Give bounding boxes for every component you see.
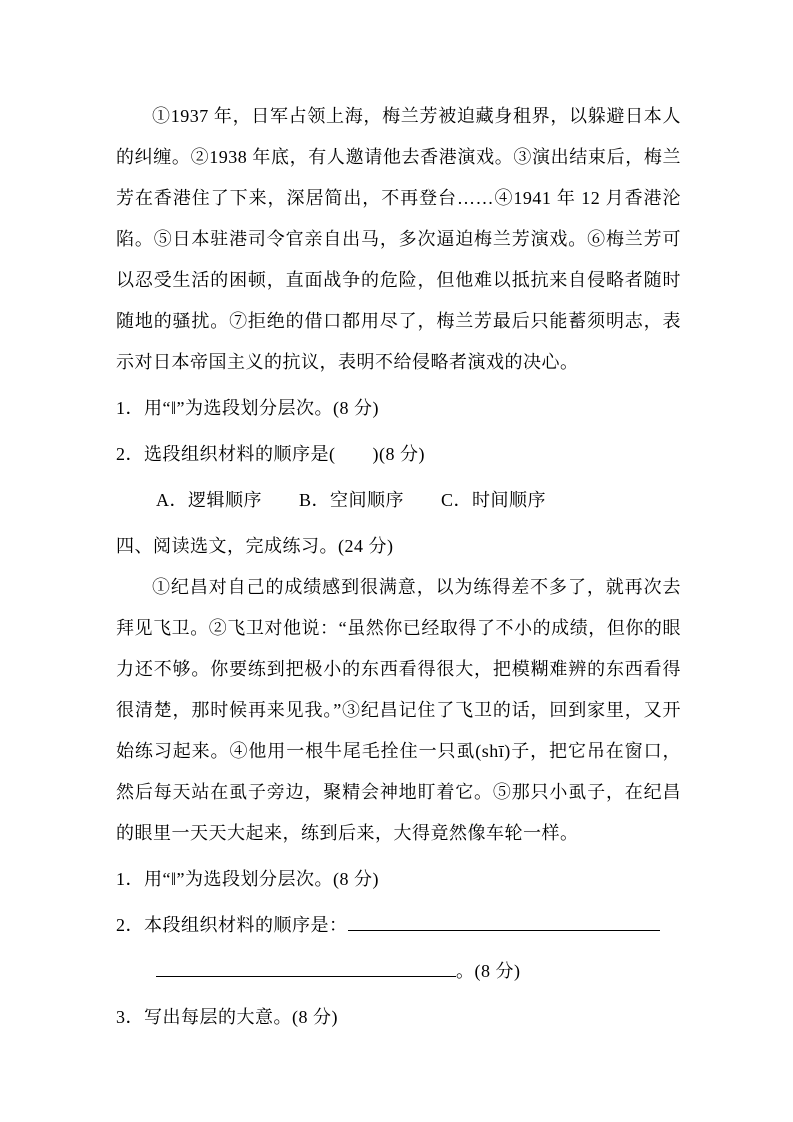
answer-blank-2 [156, 957, 456, 977]
question-4-2-suffix: 。(8 分) [456, 961, 521, 981]
question-4-2 [116, 905, 681, 946]
question-4-1: 1．用“‖”为选段划分层次。(8 分) [116, 869, 380, 889]
passage-ji-chang: ①纪昌对自己的成绩感到很满意，以为练得差不多了，就再次去拜见飞卫。②飞卫对他说：“虽然你已经取得了不小的成绩，但你的眼力还不够。你要练到把极小的东西看得很大，把模糊难辨的东西看得很清楚，那时候再来见我。”③纪昌记住了飞卫的话，回到家里，又开始练习起来。④他用一根牛尾毛拴住一只虱(shī)子，把它吊在窗口，然后每天站在虱子旁边，聚精会神地盯着它。⑤那只小虱子，在纪昌的眼里一天天大起来，练到后来，大得竟然像车轮一样。 [116, 577, 681, 843]
question-3-2-options: A．逻辑顺序 B．空间顺序 C．时间顺序 [156, 490, 547, 510]
question-4-2-continued [116, 951, 681, 992]
question-3-2: 2．选段组织材料的顺序是( )(8 分) [116, 444, 425, 464]
question-3-1: 1．用“‖”为选段划分层次。(8 分) [116, 398, 380, 418]
question-4-3: 3．写出每层的大意。(8 分) [116, 1007, 338, 1027]
section-4-heading: 四、阅读选文，完成练习。(24 分) [116, 536, 394, 556]
passage-mei-lanfang: ①1937 年，日军占领上海，梅兰芳被迫藏身租界，以躲避日本人的纠缠。②1938 年底，有人邀请他去香港演戏。③演出结束后，梅兰芳在香港住了下来，深居简出，不再登台……④1941 年 12 月香港沦陷。⑤日本驻港司令官亲自出马，多次逼迫梅兰芳演戏。⑥梅兰芳可以忍受生活的困顿，直面战争的危险，但他难以抵抗来自侵略者随时随地的骚扰。⑦拒绝的借口都用尽了，梅兰芳最后只能蓄须明志，表示对日本帝国主义的抗议，表明不给侵略者演戏的决心。 [116, 106, 681, 372]
question-4-2-text: 2．本段组织材料的顺序是： [116, 915, 348, 935]
answer-blank-1 [348, 911, 660, 931]
